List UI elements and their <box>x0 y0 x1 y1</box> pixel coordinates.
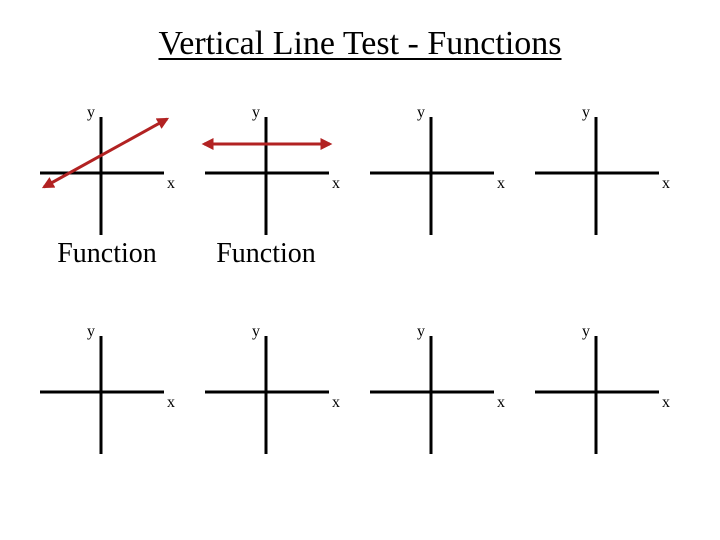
graph-8 <box>535 323 670 454</box>
function-caption: Function <box>57 238 157 269</box>
x-axis-label: x <box>332 175 340 192</box>
function-caption: Function <box>216 238 316 269</box>
graph-5 <box>40 323 175 454</box>
y-axis-label: y <box>252 104 260 121</box>
x-axis-label: x <box>167 394 175 411</box>
x-axis-label: x <box>662 394 670 411</box>
y-axis-label: y <box>582 323 590 340</box>
x-axis-label: x <box>497 175 505 192</box>
y-axis-label: y <box>417 104 425 121</box>
graph-4 <box>535 104 670 235</box>
y-axis-label: y <box>417 323 425 340</box>
x-axis-label: x <box>332 394 340 411</box>
x-axis-label: x <box>167 175 175 192</box>
graph-1 <box>40 104 175 269</box>
page-title: Vertical Line Test - Functions <box>158 25 562 62</box>
y-axis-label: y <box>582 104 590 121</box>
graph-2 <box>204 104 340 269</box>
red-line-diagonal <box>44 119 167 187</box>
graph-3 <box>370 104 505 235</box>
graph-7 <box>370 323 505 454</box>
x-axis-label: x <box>497 394 505 411</box>
y-axis-label: y <box>87 323 95 340</box>
x-axis-label: x <box>662 175 670 192</box>
graph-6 <box>205 323 340 454</box>
y-axis-label: y <box>87 104 95 121</box>
y-axis-label: y <box>252 323 260 340</box>
